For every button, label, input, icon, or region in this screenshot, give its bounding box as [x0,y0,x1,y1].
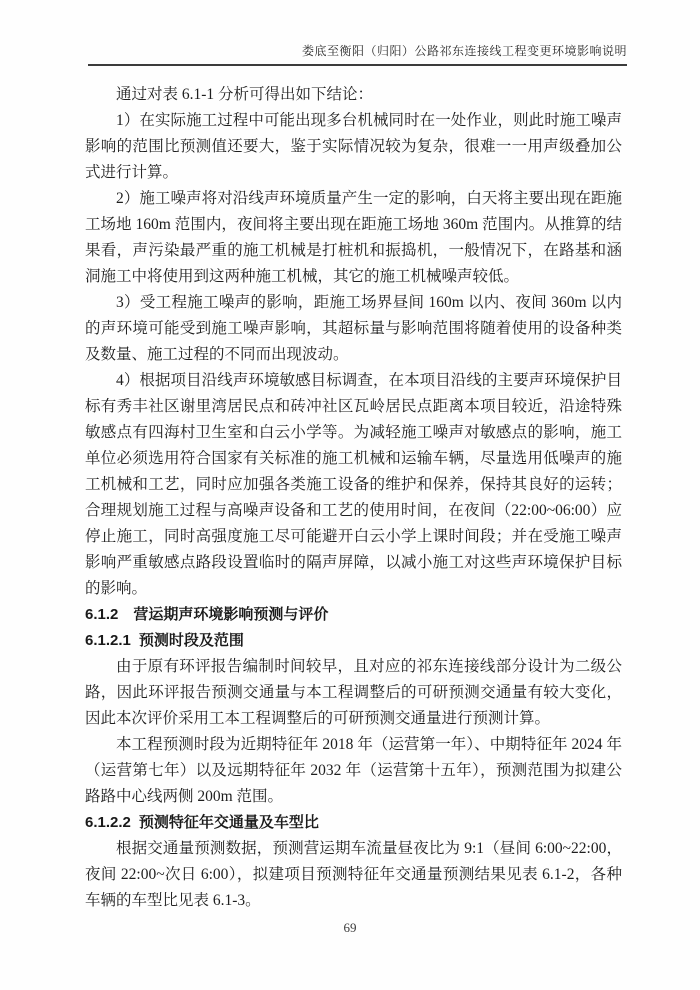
conclusion-paragraph-1: 1）在实际施工过程中可能出现多台机械同时在一处作业，则此时施工噪声影响的范围比预测值还要大，鉴于实际情况较为复杂，很难一一用声级叠加公式进行计算。 [85,112,622,181]
conclusion-paragraph-3: 3）受工程施工噪声的影响，距施工场界昼间 160m 以内、夜间 360m 以内的声环境可能受到施工噪声影响，其超标量与影响范围将随着使用的设备种类及数量、施工过程的不同而出现波动。 [85,294,622,363]
traffic-volume-paragraph: 根据交通量预测数据，预测营运期车流量昼夜比为 9:1（昼间 6:00~22:00，夜间 22:00~次日 6:00），拟建项目预测特征年交通量预测结果见表 6.1-2，各种车辆的车型比见表 6.1-3。 [85,840,622,909]
section-title: 预测特征年交通量及车型比 [138,814,319,831]
document-body [85,82,622,914]
conclusion-paragraph-4: 4）根据项目沿线声环境敏感目标调查，在本项目沿线的主要声环境保护目标有秀丰社区谢里湾居民点和砖冲社区瓦岭居民点距离本项目较近，沿途特殊敏感点有四海村卫生室和白云小学等。为减轻施工噪声对敏感点的影响，施工单位必须选用符合国家有关标准的施工机械和运输车辆，尽量选用低噪声的施工机械和工艺，同时应加强各类施工设备的维护和保养，保持其良好的运转；合理规划施工过程与高噪声设备和工艺的使用时间，在夜间（22:00~06:00）应停止施工，同时高强度施工尽可能避开白云小学上课时间段；并在受施工噪声影响严重敏感点路段设置临时的隔声屏障，以减小施工对这些声环境保护目标的影响。 [85,372,622,597]
header-title: 娄底至衡阳（归阳）公路祁东连接线工程变更环境影响说明 [301,44,627,58]
prediction-period-paragraph-1: 由于原有环评报告编制时间较早，且对应的祁东连接线部分设计为二级公路，因此环评报告预测交通量与本工程调整后的可研预测交通量有较大变化，因此本次评价采用工本工程调整后的可研预测交通量进行预测计算。 [85,658,622,727]
section-heading-6-1-2 [85,602,622,628]
section-number: 6.1.2.2 [85,814,131,831]
section-title: 预测时段及范围 [138,632,244,649]
prediction-period-paragraph-2: 本工程预测时段为近期特征年 2018 年（运营第一年）、中期特征年 2024 年（运营第七年）以及远期特征年 2032 年（运营第十五年），预测范围为拟建公路路中心线两侧 200m 范围。 [85,736,622,805]
section-number: 6.1.2 [85,606,119,623]
conclusion-paragraph-2: 2）施工噪声将对沿线声环境质量产生一定的影响，白天将主要出现在距施工场地 160m 范围内，夜间将主要出现在距施工场地 360m 范围内。从推算的结果看，声污染最严重的施工机械是打桩机和振捣机，一般情况下，在路基和涵洞施工中将使用到这两种施工机械，其它的施工机械噪声较低。 [85,190,622,285]
page-number: 69 [343,920,357,935]
page-footer [0,920,700,936]
section-heading-6-1-2-2 [85,810,622,836]
section-title: 营运期声环境影响预测与评价 [133,606,329,623]
section-heading-6-1-2-1 [85,628,622,654]
page-header [88,42,627,66]
intro-paragraph: 通过对表 6.1-1 分析可得出如下结论： [116,86,374,103]
section-number: 6.1.2.1 [85,632,131,649]
